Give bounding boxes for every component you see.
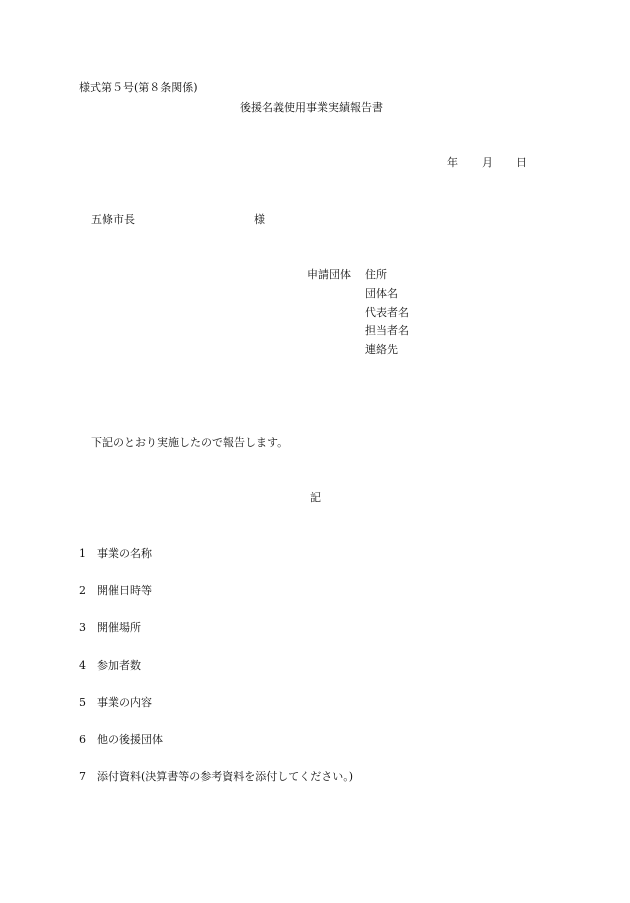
list-item xyxy=(79,659,141,672)
list-item xyxy=(79,696,152,709)
list-item-label: 開催日時等 xyxy=(97,584,152,597)
list-item-label: 他の後援団体 xyxy=(97,733,163,746)
list-item-label: 開催場所 xyxy=(97,621,141,634)
applicant-field-organization: 団体名 xyxy=(365,287,398,300)
list-item-number: 5 xyxy=(79,696,86,709)
document-title: 後援名義使用事業実績報告書 xyxy=(240,101,383,114)
list-item xyxy=(79,584,152,597)
form-number-label: 様式第５号(第８条関係) xyxy=(79,81,198,94)
applicant-field-representative: 代表者名 xyxy=(365,306,409,319)
applicant-field-contact-person: 担当者名 xyxy=(365,324,409,337)
list-item xyxy=(79,733,163,746)
list-item-label: 事業の内容 xyxy=(97,696,152,709)
date-year-label: 年 xyxy=(447,156,458,169)
date-month-label: 月 xyxy=(482,156,493,169)
list-item xyxy=(79,770,353,783)
list-item xyxy=(79,547,152,560)
ki-heading: 記 xyxy=(310,491,321,504)
list-item-label: 参加者数 xyxy=(97,659,141,672)
applicant-label: 申請団体 xyxy=(307,268,351,281)
list-item-label: 添付資料(決算書等の参考資料を添付してください。) xyxy=(97,770,354,783)
list-item-number: 6 xyxy=(79,733,86,746)
list-item-number: 1 xyxy=(79,547,86,560)
applicant-field-address: 住所 xyxy=(365,268,387,281)
date-day-label: 日 xyxy=(516,156,527,169)
list-item-number: 7 xyxy=(79,770,86,783)
applicant-field-contact-info: 連絡先 xyxy=(365,343,398,356)
recipient-name: 五條市長 xyxy=(91,213,135,226)
intro-text: 下記のとおり実施したので報告します。 xyxy=(91,436,289,449)
list-item-number: 4 xyxy=(79,659,86,672)
list-item-number: 3 xyxy=(79,621,86,634)
list-item-number: 2 xyxy=(79,584,86,597)
list-item xyxy=(79,621,141,634)
list-item-label: 事業の名称 xyxy=(97,547,152,560)
recipient-honorific: 様 xyxy=(254,213,265,226)
